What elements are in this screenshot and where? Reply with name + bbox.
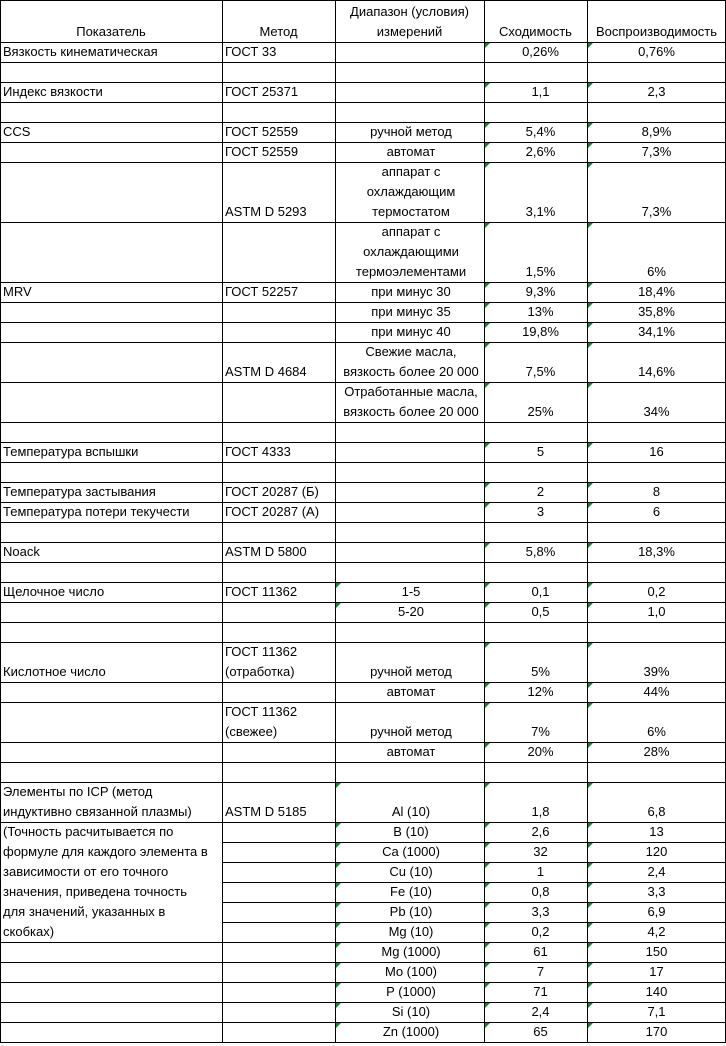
repeatability-cell: 0,2 <box>531 924 550 939</box>
error-indicator-marker <box>588 83 593 88</box>
error-indicator-marker <box>588 983 593 988</box>
error-indicator-marker <box>485 843 490 848</box>
range-cell: автомат <box>386 684 436 699</box>
error-indicator-marker <box>485 123 490 128</box>
reproducibility-cell: 2,3 <box>647 84 666 99</box>
reproducibility-cell: 13 <box>649 824 664 839</box>
error-indicator-marker <box>588 1003 593 1008</box>
reproducibility-cell: 170 <box>645 1024 668 1039</box>
column-header-5: Воспроизводимость <box>595 24 718 39</box>
reproducibility-cell: 8,9% <box>641 124 672 139</box>
indicator-cell: Температура вспышки <box>3 444 139 459</box>
repeatability-cell: 5,8% <box>525 544 556 559</box>
indicator-cell: (Точность расчитывается по формуле для каждого элемента в зависимости от его точного значения, приведена точность для значений, указанных в скобках) <box>3 824 208 939</box>
error-indicator-marker <box>485 483 490 488</box>
method-cell: ГОСТ 20287 (Б) <box>225 484 319 499</box>
reproducibility-cell: 0,2 <box>647 584 666 599</box>
range-cell: Fe (10) <box>390 884 432 899</box>
range-cell: аппарат с охлаждающими термоэлементами <box>355 224 467 279</box>
range-cell: при минус 35 <box>371 304 451 319</box>
error-indicator-marker <box>588 343 593 348</box>
reproducibility-cell: 6% <box>647 264 666 279</box>
error-indicator-marker <box>588 643 593 648</box>
error-indicator-marker <box>485 1023 490 1028</box>
reproducibility-cell: 150 <box>645 944 668 959</box>
range-cell: Si (10) <box>391 1004 431 1019</box>
error-indicator-marker <box>485 943 490 948</box>
error-indicator-marker <box>588 903 593 908</box>
error-indicator-marker <box>588 163 593 168</box>
range-cell: автомат <box>386 744 436 759</box>
method-cell: ASTM D 4684 <box>225 364 307 379</box>
repeatability-cell: 32 <box>533 844 548 859</box>
repeatability-cell: 9,3% <box>525 284 556 299</box>
error-indicator-marker <box>485 783 490 788</box>
error-indicator-marker <box>588 843 593 848</box>
range-cell: P (1000) <box>386 984 436 999</box>
repeatability-cell: 2,4 <box>531 1004 550 1019</box>
range-cell: Mo (100) <box>384 964 438 979</box>
column-header-3: Диапазон (условия) измерений <box>350 4 469 39</box>
error-indicator-marker <box>588 43 593 48</box>
range-cell: Cu (10) <box>389 864 433 879</box>
error-indicator-marker <box>485 543 490 548</box>
error-indicator-marker <box>485 443 490 448</box>
reproducibility-cell: 7,1 <box>647 1004 666 1019</box>
reproducibility-cell: 34% <box>643 404 670 419</box>
method-cell: ASTM D 5185 <box>225 804 307 819</box>
repeatability-cell: 65 <box>533 1024 548 1039</box>
error-indicator-marker <box>336 863 341 868</box>
error-indicator-marker <box>588 143 593 148</box>
error-indicator-marker <box>485 303 490 308</box>
reproducibility-cell: 140 <box>645 984 668 999</box>
repeatability-cell: 2,6% <box>525 144 556 159</box>
repeatability-cell: 1,1 <box>531 84 550 99</box>
error-indicator-marker <box>336 1003 341 1008</box>
error-indicator-marker <box>336 783 341 788</box>
reproducibility-cell: 39% <box>643 664 670 679</box>
column-header-2: Метод <box>259 24 298 39</box>
indicator-cell: Температура потери текучести <box>3 504 190 519</box>
method-cell: ГОСТ 33 <box>225 44 277 59</box>
error-indicator-marker <box>336 823 341 828</box>
error-indicator-marker <box>588 483 593 488</box>
error-indicator-marker <box>485 283 490 288</box>
repeatability-cell: 19,8% <box>522 324 559 339</box>
error-indicator-marker <box>485 143 490 148</box>
error-indicator-marker <box>588 783 593 788</box>
repeatability-cell: 61 <box>533 944 548 959</box>
error-indicator-marker <box>588 1023 593 1028</box>
reproducibility-cell: 6,9 <box>647 904 666 919</box>
error-indicator-marker <box>485 983 490 988</box>
reproducibility-cell: 3,3 <box>647 884 666 899</box>
method-cell: ASTM D 5800 <box>225 544 307 559</box>
error-indicator-marker <box>336 923 341 928</box>
error-indicator-marker <box>588 283 593 288</box>
reproducibility-cell: 35,8% <box>638 304 675 319</box>
indicator-cell: Температура застывания <box>3 484 156 499</box>
repeatability-cell: 7% <box>531 724 550 739</box>
error-indicator-marker <box>336 983 341 988</box>
reproducibility-cell: 2,4 <box>647 864 666 879</box>
reproducibility-cell: 28% <box>643 744 670 759</box>
error-indicator-marker <box>485 743 490 748</box>
range-cell: Отработанные масла, вязкость более 20 000 <box>343 384 479 419</box>
error-indicator-marker <box>588 223 593 228</box>
error-indicator-marker <box>588 943 593 948</box>
repeatability-cell: 1,5% <box>525 264 556 279</box>
error-indicator-marker <box>588 323 593 328</box>
range-cell: Mg (10) <box>388 924 434 939</box>
error-indicator-marker <box>485 343 490 348</box>
range-cell: при минус 40 <box>371 324 451 339</box>
error-indicator-marker <box>336 583 341 588</box>
range-cell: Свежие масла, вязкость более 20 000 <box>343 344 479 379</box>
error-indicator-marker <box>336 603 341 608</box>
repeatability-cell: 0,5 <box>531 604 550 619</box>
error-indicator-marker <box>485 1003 490 1008</box>
error-indicator-marker <box>336 903 341 908</box>
error-indicator-marker <box>485 923 490 928</box>
error-indicator-marker <box>336 943 341 948</box>
error-indicator-marker <box>588 963 593 968</box>
error-indicator-marker <box>588 883 593 888</box>
error-indicator-marker <box>485 863 490 868</box>
error-indicator-marker <box>588 823 593 828</box>
range-cell: 1-5 <box>401 584 421 599</box>
error-indicator-marker <box>336 1023 341 1028</box>
range-cell: при минус 30 <box>371 284 451 299</box>
error-indicator-marker <box>485 323 490 328</box>
repeatability-cell: 2,6 <box>531 824 550 839</box>
error-indicator-marker <box>588 603 593 608</box>
column-header-4: Сходимость <box>499 24 572 39</box>
method-cell: ГОСТ 52559 <box>225 144 299 159</box>
reproducibility-cell: 16 <box>649 444 664 459</box>
reproducibility-cell: 6,8 <box>647 804 666 819</box>
repeatability-cell: 71 <box>533 984 548 999</box>
repeatability-cell: 25% <box>527 404 554 419</box>
error-indicator-marker <box>485 643 490 648</box>
error-indicator-marker <box>336 963 341 968</box>
reproducibility-cell: 120 <box>645 844 668 859</box>
method-cell: ГОСТ 20287 (А) <box>225 504 320 519</box>
repeatability-cell: 5,4% <box>525 124 556 139</box>
range-cell: аппарат с охлаждающим термостатом <box>366 164 456 219</box>
repeatability-cell: 20% <box>527 744 554 759</box>
repeatability-cell: 7,5% <box>525 364 556 379</box>
reproducibility-cell: 34,1% <box>638 324 675 339</box>
reproducibility-cell: 17 <box>649 964 664 979</box>
indicator-cell: MRV <box>3 284 32 299</box>
indicator-cell: Кислотное число <box>3 664 106 679</box>
error-indicator-marker <box>485 503 490 508</box>
repeatability-cell: 1 <box>536 864 545 879</box>
range-cell: ручной метод <box>370 664 452 679</box>
repeatability-cell: 5 <box>536 444 545 459</box>
error-indicator-marker <box>336 843 341 848</box>
error-indicator-marker <box>485 603 490 608</box>
indicator-cell: Noack <box>3 544 40 559</box>
repeatability-cell: 0,1 <box>531 584 550 599</box>
method-cell: ГОСТ 52559 <box>225 124 299 139</box>
method-cell: ГОСТ 25371 <box>225 84 299 99</box>
range-cell: автомат <box>386 144 436 159</box>
error-indicator-marker <box>485 43 490 48</box>
reproducibility-cell: 44% <box>643 684 670 699</box>
indicator-cell: Вязкость кинематическая <box>3 44 158 59</box>
method-cell: ГОСТ 11362 <box>225 584 298 599</box>
repeatability-cell: 2 <box>536 484 545 499</box>
reproducibility-cell: 18,3% <box>638 544 675 559</box>
indicator-cell: Индекс вязкости <box>3 84 103 99</box>
error-indicator-marker <box>485 703 490 708</box>
repeatability-cell: 0,26% <box>522 44 559 59</box>
error-indicator-marker <box>588 443 593 448</box>
method-cell: ГОСТ 11362 (свежее) <box>225 704 298 739</box>
error-indicator-marker <box>588 683 593 688</box>
repeatability-cell: 5% <box>531 664 550 679</box>
reproducibility-cell: 7,3% <box>641 204 672 219</box>
error-indicator-marker <box>588 703 593 708</box>
reproducibility-cell: 6% <box>647 724 666 739</box>
range-cell: 5-20 <box>397 604 425 619</box>
range-cell: Zn (1000) <box>382 1024 440 1039</box>
error-indicator-marker <box>485 383 490 388</box>
error-indicator-marker <box>588 383 593 388</box>
repeatability-cell: 13% <box>527 304 554 319</box>
reproducibility-cell: 8 <box>652 484 661 499</box>
range-cell: Pb (10) <box>389 904 433 919</box>
repeatability-cell: 7 <box>536 964 545 979</box>
error-indicator-marker <box>485 83 490 88</box>
error-indicator-marker <box>336 883 341 888</box>
error-indicator-marker <box>588 503 593 508</box>
method-cell: ГОСТ 11362 (отработка) <box>225 644 298 679</box>
range-cell: Al (10) <box>391 804 431 819</box>
method-cell: ГОСТ 4333 <box>225 444 291 459</box>
method-cell: ГОСТ 52257 <box>225 284 299 299</box>
reproducibility-cell: 6 <box>652 504 661 519</box>
range-cell: ручной метод <box>370 124 452 139</box>
error-indicator-marker <box>588 923 593 928</box>
range-cell: B (10) <box>393 824 429 839</box>
error-indicator-marker <box>588 303 593 308</box>
indicator-cell: CCS <box>3 124 31 139</box>
reproducibility-cell: 18,4% <box>638 284 675 299</box>
repeatability-cell: 3,1% <box>525 204 556 219</box>
error-indicator-marker <box>588 863 593 868</box>
indicator-cell: Элементы по ICP (метод индуктивно связанной плазмы) <box>3 784 192 819</box>
method-cell: ASTM D 5293 <box>225 204 307 219</box>
error-indicator-marker <box>588 583 593 588</box>
reproducibility-cell: 0,76% <box>638 44 675 59</box>
error-indicator-marker <box>485 583 490 588</box>
repeatability-cell: 3 <box>536 504 545 519</box>
reproducibility-cell: 4,2 <box>647 924 666 939</box>
error-indicator-marker <box>485 163 490 168</box>
range-cell: Ca (1000) <box>382 844 440 859</box>
repeatability-cell: 1,8 <box>531 804 550 819</box>
error-indicator-marker <box>485 683 490 688</box>
column-header-1: Показатель <box>76 24 146 39</box>
error-indicator-marker <box>588 123 593 128</box>
range-cell: ручной метод <box>370 724 452 739</box>
indicator-cell: Щелочное число <box>3 584 105 599</box>
error-indicator-marker <box>485 223 490 228</box>
reproducibility-cell: 1,0 <box>647 604 666 619</box>
range-cell: Mg (1000) <box>381 944 441 959</box>
reproducibility-cell: 14,6% <box>638 364 675 379</box>
repeatability-cell: 3,3 <box>531 904 550 919</box>
reproducibility-cell: 7,3% <box>641 144 672 159</box>
error-indicator-marker <box>588 743 593 748</box>
repeatability-cell: 12% <box>527 684 554 699</box>
repeatability-cell: 0,8 <box>531 884 550 899</box>
error-indicator-marker <box>485 883 490 888</box>
error-indicator-marker <box>485 963 490 968</box>
error-indicator-marker <box>485 903 490 908</box>
error-indicator-marker <box>485 823 490 828</box>
error-indicator-marker <box>588 543 593 548</box>
